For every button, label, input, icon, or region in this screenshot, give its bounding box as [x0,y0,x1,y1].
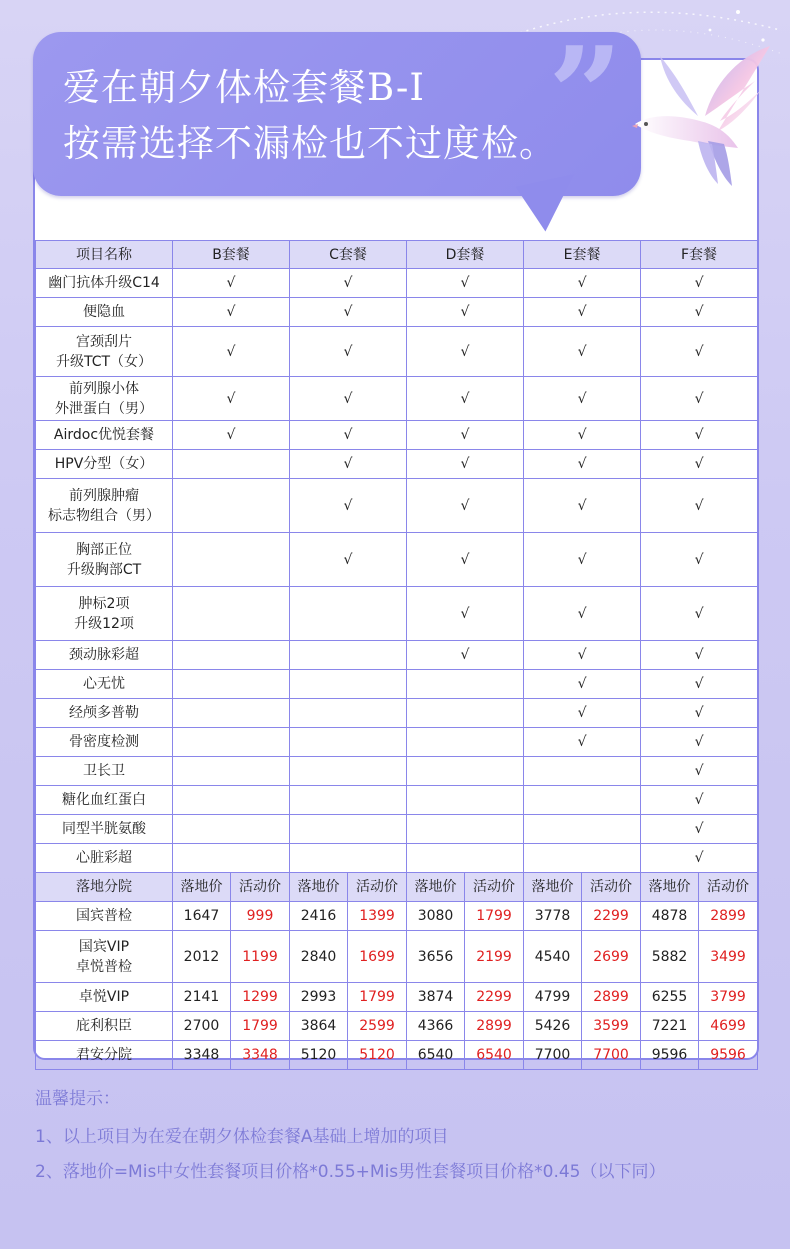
price-header-row [36,873,758,902]
branch-row [36,983,758,1012]
land-price: 3348 [173,1041,231,1070]
check-cell [407,844,524,873]
item-name [36,533,173,587]
branch-name-line-1: 国宾VIP [78,938,130,955]
price-header-promo: 活动价 [582,873,641,902]
check-cell: √ [407,479,524,533]
package-table [35,240,758,1070]
check-cell: √ [173,269,290,298]
item-name [36,815,173,844]
item-name-line-2: 升级TCT（女） [55,353,153,370]
check-cell: √ [641,479,758,533]
check-cell: √ [290,298,407,327]
price-header-land: 落地价 [524,873,582,902]
check-cell: √ [407,641,524,670]
price-header-land: 落地价 [290,873,348,902]
check-cell [173,450,290,479]
check-cell [173,479,290,533]
table-row [36,421,758,450]
item-rows [36,269,758,873]
item-name-line-1: 肿标2项 [78,595,130,612]
item-name-line-1: 经颅多普勒 [69,705,139,721]
item-name-line-1: 卫长卫 [83,763,125,779]
item-name-line-2: 升级胸部CT [66,561,142,578]
check-cell [407,815,524,844]
price-header-land: 落地价 [173,873,231,902]
column-header-package: B套餐 [173,241,290,269]
check-cell: √ [290,533,407,587]
item-name [36,450,173,479]
branch-name [36,902,173,931]
item-name [36,479,173,533]
check-cell [290,587,407,641]
land-price: 2700 [173,1012,231,1041]
check-cell: √ [641,450,758,479]
promo-price: 6540 [465,1041,524,1070]
item-name [36,327,173,377]
table-row [36,269,758,298]
land-price: 2141 [173,983,231,1012]
item-name [36,844,173,873]
item-name-line-1: 胸部正位 [76,541,132,558]
land-price: 5426 [524,1012,582,1041]
table-header-row [36,241,758,269]
check-cell [524,786,641,815]
land-price: 3656 [407,931,465,983]
check-cell: √ [290,327,407,377]
item-name-line-1: 心无忧 [83,676,125,692]
check-cell: √ [173,298,290,327]
branch-name-line-1: 国宾普检 [76,908,132,924]
promo-price: 1199 [231,931,290,983]
check-cell [407,757,524,786]
land-price: 3778 [524,902,582,931]
item-name-line-1: 前列腺肿瘤 [69,487,139,504]
column-header-package: D套餐 [407,241,524,269]
price-header-branch: 落地分院 [36,873,173,902]
land-price: 6255 [641,983,699,1012]
table-row [36,450,758,479]
item-name-line-1: 幽门抗体升级C14 [48,275,160,291]
table-row [36,699,758,728]
check-cell: √ [290,269,407,298]
promo-price: 1299 [231,983,290,1012]
check-cell: √ [524,587,641,641]
check-cell: √ [524,728,641,757]
item-name [36,786,173,815]
check-cell: √ [524,450,641,479]
headline-line-2: 按需选择不漏检也不过度检。 [63,122,557,165]
check-cell: √ [641,728,758,757]
check-cell: √ [524,641,641,670]
land-price: 7700 [524,1041,582,1070]
price-header-land: 落地价 [641,873,699,902]
branch-name [36,1041,173,1070]
headline-line-1: 爱在朝夕体检套餐B-I [63,66,425,109]
land-price: 1647 [173,902,231,931]
check-cell [290,728,407,757]
promo-price: 9596 [699,1041,758,1070]
check-cell [173,587,290,641]
price-header-promo: 活动价 [465,873,524,902]
table-row [36,670,758,699]
check-cell: √ [524,699,641,728]
check-cell [173,670,290,699]
branch-name [36,983,173,1012]
land-price: 5120 [290,1041,348,1070]
branch-row [36,902,758,931]
land-price: 5882 [641,931,699,983]
item-name [36,269,173,298]
promo-price: 3499 [699,931,758,983]
check-cell: √ [641,844,758,873]
promo-price: 3799 [699,983,758,1012]
check-cell [173,815,290,844]
promo-price: 1699 [348,931,407,983]
branch-row [36,931,758,983]
check-cell [524,815,641,844]
price-rows [36,873,758,1070]
check-cell: √ [641,377,758,421]
table-row [36,377,758,421]
land-price: 4540 [524,931,582,983]
item-name-line-2: 升级12项 [74,615,134,632]
land-price: 3874 [407,983,465,1012]
check-cell: √ [407,421,524,450]
promo-price: 2899 [699,902,758,931]
table-row [36,641,758,670]
price-header-land: 落地价 [407,873,465,902]
check-cell: √ [524,269,641,298]
promo-price: 3348 [231,1041,290,1070]
promo-price: 2199 [465,931,524,983]
check-cell: √ [524,298,641,327]
branch-name-line-2: 卓悦普检 [76,958,132,975]
branch-row [36,1012,758,1041]
check-cell [524,844,641,873]
check-cell [173,641,290,670]
column-header-package: C套餐 [290,241,407,269]
item-name [36,670,173,699]
land-price: 2840 [290,931,348,983]
check-cell: √ [173,421,290,450]
check-cell [290,670,407,699]
table-row [36,587,758,641]
check-cell: √ [290,377,407,421]
check-cell [524,757,641,786]
land-price: 7221 [641,1012,699,1041]
check-cell: √ [641,421,758,450]
check-cell: √ [641,815,758,844]
check-cell: √ [407,377,524,421]
land-price: 2012 [173,931,231,983]
land-price: 9596 [641,1041,699,1070]
check-cell [173,699,290,728]
tips-line-1: 1、以上项目为在爱在朝夕体检套餐A基础上增加的项目 [35,1127,449,1147]
table-row [36,533,758,587]
check-cell: √ [524,421,641,450]
branch-name [36,1012,173,1041]
check-cell [173,728,290,757]
land-price: 2993 [290,983,348,1012]
land-price: 4799 [524,983,582,1012]
column-header-item: 项目名称 [36,241,173,269]
check-cell [290,699,407,728]
item-name-line-1: 糖化血红蛋白 [62,792,146,808]
check-cell: √ [524,670,641,699]
check-cell: √ [407,450,524,479]
promo-price: 2299 [582,902,641,931]
check-cell [290,641,407,670]
promo-price: 1799 [231,1012,290,1041]
promo-price: 2899 [582,983,641,1012]
check-cell: √ [407,533,524,587]
check-cell: √ [524,533,641,587]
promo-price: 1399 [348,902,407,931]
check-cell [407,699,524,728]
promo-price: 4699 [699,1012,758,1041]
check-cell [407,670,524,699]
item-name [36,587,173,641]
check-cell: √ [524,327,641,377]
branch-name-line-1: 卓悦VIP [78,989,130,1005]
check-cell [290,844,407,873]
table-row [36,479,758,533]
item-name [36,728,173,757]
check-cell [290,757,407,786]
table-row [36,298,758,327]
check-cell: √ [641,699,758,728]
item-name-line-1: HPV分型（女） [54,456,154,472]
item-name [36,377,173,421]
promo-price: 999 [231,902,290,931]
item-name [36,641,173,670]
price-header-promo: 活动价 [699,873,758,902]
item-name-line-1: 宫颈刮片 [76,333,132,350]
check-cell [173,844,290,873]
check-cell: √ [641,587,758,641]
check-cell: √ [641,757,758,786]
promo-price: 5120 [348,1041,407,1070]
table-row [36,728,758,757]
land-price: 2416 [290,902,348,931]
land-price: 6540 [407,1041,465,1070]
item-name [36,757,173,786]
check-cell: √ [524,479,641,533]
promo-price: 2599 [348,1012,407,1041]
check-cell: √ [641,641,758,670]
check-cell: √ [641,327,758,377]
check-cell: √ [407,587,524,641]
land-price: 3864 [290,1012,348,1041]
branch-name-line-1: 君安分院 [76,1047,132,1063]
tips-title: 温馨提示： [35,1089,120,1109]
check-cell: √ [641,298,758,327]
item-name-line-1: 骨密度检测 [69,734,139,750]
promo-price: 7700 [582,1041,641,1070]
item-name [36,421,173,450]
branch-name-line-1: 庇利积臣 [76,1018,132,1034]
column-header-package: E套餐 [524,241,641,269]
check-cell: √ [290,450,407,479]
price-header-promo: 活动价 [231,873,290,902]
headline [63,60,557,172]
check-cell: √ [641,533,758,587]
promo-price: 2699 [582,931,641,983]
check-cell [290,815,407,844]
promo-price: 1799 [465,902,524,931]
check-cell [173,757,290,786]
land-price: 4878 [641,902,699,931]
table-row [36,327,758,377]
check-cell: √ [173,327,290,377]
check-cell: √ [641,269,758,298]
table-row [36,815,758,844]
check-cell: √ [173,377,290,421]
check-cell [407,728,524,757]
table-row [36,786,758,815]
check-cell: √ [641,670,758,699]
column-header-package: F套餐 [641,241,758,269]
item-name-line-1: 颈动脉彩超 [69,647,139,663]
item-name-line-1: 便隐血 [83,304,125,320]
promo-price: 2299 [465,983,524,1012]
land-price: 3080 [407,902,465,931]
tips-line-2: 2、落地价=Mis中女性套餐项目价格*0.55+Mis男性套餐项目价格*0.45（以下同） [35,1162,666,1182]
item-name-line-2: 标志物组合（男） [48,507,160,524]
check-cell [173,786,290,815]
table-row [36,757,758,786]
check-cell [173,533,290,587]
item-name [36,298,173,327]
quote-mark-icon: ” [548,18,623,171]
item-name-line-1: 同型半胱氨酸 [62,821,146,837]
branch-row [36,1041,758,1070]
check-cell [290,786,407,815]
check-cell: √ [641,786,758,815]
check-cell: √ [524,377,641,421]
check-cell: √ [407,327,524,377]
promo-price: 1799 [348,983,407,1012]
check-cell: √ [407,269,524,298]
check-cell [407,786,524,815]
item-name-line-1: 心脏彩超 [76,850,132,866]
check-cell: √ [290,479,407,533]
price-header-promo: 活动价 [348,873,407,902]
item-name [36,699,173,728]
item-name-line-2: 外泄蛋白（男） [55,400,153,417]
land-price: 4366 [407,1012,465,1041]
promo-price: 3599 [582,1012,641,1041]
check-cell: √ [290,421,407,450]
table-row [36,844,758,873]
dove-icon [620,36,780,196]
branch-name [36,931,173,983]
check-cell: √ [407,298,524,327]
item-name-line-1: 前列腺小体 [69,380,139,397]
promo-price: 2899 [465,1012,524,1041]
item-name-line-1: Airdoc优悦套餐 [53,427,155,443]
